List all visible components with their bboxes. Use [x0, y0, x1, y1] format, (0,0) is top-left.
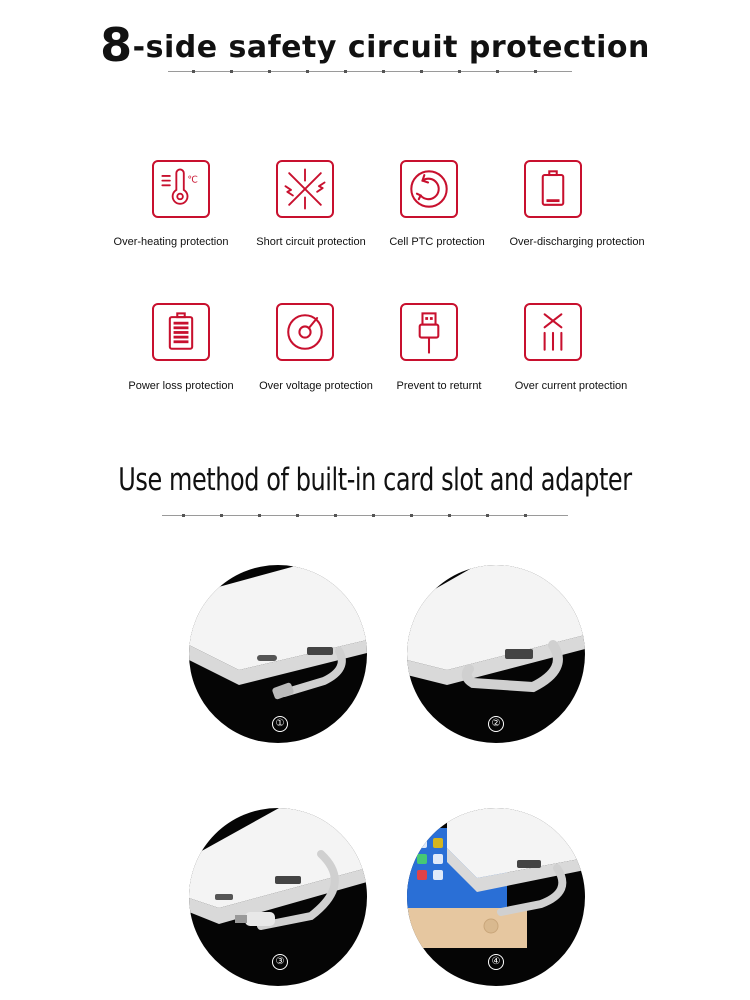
protection-label: Over voltage protection	[259, 380, 373, 392]
full-battery-icon	[152, 303, 210, 361]
protection-label: Power loss protection	[128, 380, 234, 392]
title-number: 8	[100, 18, 133, 72]
usb-plug-icon	[400, 303, 458, 361]
step-number: ②	[488, 716, 504, 732]
protection-label: Short circuit protection	[256, 236, 366, 248]
title-divider	[168, 71, 572, 72]
protection-label: Prevent to returnt	[396, 380, 482, 392]
title-text: -side safety circuit protection	[132, 30, 650, 65]
short-circuit-icon	[276, 160, 334, 218]
title-divider	[162, 515, 568, 516]
thermometer-icon	[152, 160, 210, 218]
low-battery-icon	[524, 160, 582, 218]
step-number: ①	[272, 716, 288, 732]
cycle-arrow-icon	[400, 160, 458, 218]
protection-label: Over-discharging protection	[509, 236, 645, 248]
step-number: ④	[488, 954, 504, 970]
celsius-unit: ℃	[187, 174, 198, 186]
protection-label: Cell PTC protection	[389, 236, 485, 248]
protection-label: Over current protection	[514, 380, 628, 392]
section2-title: Use method of built-in card slot and adapter	[118, 462, 632, 498]
gauge-icon	[276, 303, 334, 361]
step-number: ③	[272, 954, 288, 970]
over-current-icon	[524, 303, 582, 361]
protection-label: Over-heating protection	[113, 236, 229, 248]
section1-title	[0, 18, 750, 72]
